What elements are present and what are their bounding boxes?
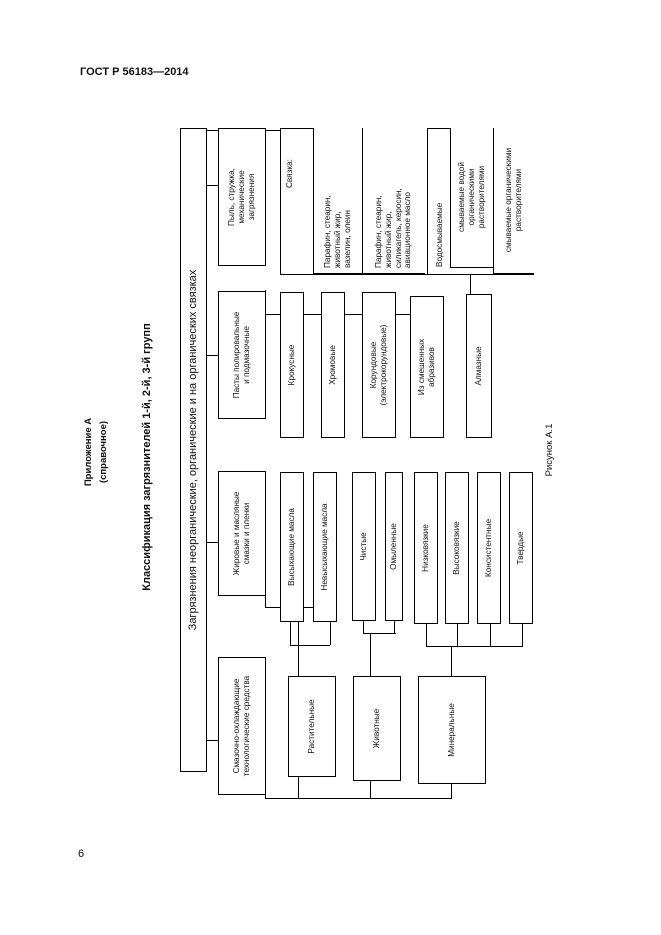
fat-saponified-label: Омыленные <box>389 523 399 570</box>
lubricant-vegetable <box>288 676 336 777</box>
appendix-heading <box>81 412 115 492</box>
fat-low-viscous-label: Низковязкие <box>421 524 431 572</box>
connector <box>370 633 371 676</box>
connector <box>363 633 396 634</box>
binder-paraffin-1-label: Парафин, стеарин, животный жир, вазелин, олеин <box>323 195 352 268</box>
category-dust-label: Пыль, стружка, механические загрязнения <box>227 168 256 226</box>
connector <box>206 355 218 356</box>
fat-consistent-label: Консистентные <box>484 518 494 578</box>
connector <box>451 646 452 676</box>
category-fats <box>218 471 266 596</box>
paste-chrome-label: Хромовые <box>328 345 338 385</box>
paste-mixed-abrasives <box>410 296 444 438</box>
fat-pure <box>352 472 376 621</box>
wash-water-label: Водосмываемые <box>435 202 445 267</box>
category-dust <box>218 128 266 266</box>
fat-drying-oils <box>280 472 304 622</box>
washability-box <box>427 128 534 275</box>
binder-paraffin-2 <box>362 128 425 274</box>
paste-corundum-label: Корундовые (электрокорундовые) <box>369 324 388 406</box>
connector <box>290 621 291 645</box>
fat-saponified <box>385 472 403 621</box>
connector <box>290 645 330 646</box>
connector <box>206 740 218 741</box>
lubricant-vegetable-label: Растительные <box>307 699 317 754</box>
connector <box>426 623 427 646</box>
figure-caption-wrap <box>543 410 557 490</box>
fat-consistent <box>477 472 501 624</box>
appendix-title: Приложение А <box>83 417 94 487</box>
connector <box>265 595 266 607</box>
figure-title-wrap <box>138 292 156 622</box>
fat-high-viscous <box>445 472 469 624</box>
category-pastes <box>218 291 266 419</box>
connector <box>451 783 452 798</box>
fat-drying-oils-label: Высыхающие масла <box>287 508 297 586</box>
connector <box>265 798 452 799</box>
paste-crocus <box>280 292 304 438</box>
wash-water-organic-label: смываемые водой органическими растворителями <box>457 162 486 232</box>
connector <box>394 620 395 633</box>
fat-non-drying-oils <box>313 472 337 622</box>
category-lubricants-label: Смазочно-охлаждающие технологические средства <box>232 675 251 777</box>
fat-solid-label: Твердые <box>516 531 526 565</box>
category-lubricants <box>218 657 266 795</box>
wash-organic <box>493 128 534 274</box>
page-number: 6 <box>78 848 85 860</box>
wash-water-organic <box>450 128 494 268</box>
standard-number: ГОСТ Р 56183—2014 <box>80 66 189 78</box>
connector <box>490 623 491 646</box>
connector <box>298 776 299 798</box>
connector <box>426 646 523 647</box>
connector <box>522 623 523 646</box>
lubricant-mineral-label: Минеральные <box>447 703 457 757</box>
binders-label: Связка: <box>285 159 294 188</box>
lubricant-mineral <box>418 676 486 784</box>
binders-box <box>280 128 425 275</box>
root-label: Загрязнения неорганические, органические и на органических связках <box>186 269 199 631</box>
paste-mixed-abrasives-label: Из смешенных абразивов <box>417 338 436 396</box>
fat-high-viscous-label: Высоковязкие <box>452 521 462 575</box>
connector <box>470 274 471 294</box>
connector <box>457 623 458 646</box>
binder-paraffin-2-label: Парафин, стеарин, животный жир, силикагель, керосин, авиационное масло <box>373 188 413 268</box>
fat-pure-label: Чистые <box>359 532 369 561</box>
connector <box>370 780 371 798</box>
wash-organic-label: смываемые органическими растворителями <box>503 147 523 253</box>
figure-title: Классификация загрязнителей 1-й, 2-й, 3-й групп <box>141 323 153 591</box>
category-pastes-label: Пасты полировальные и подмазочные <box>232 311 251 399</box>
category-fats-label: Жировые и масляные смазки и пленки <box>232 491 251 576</box>
paste-corundum <box>362 292 396 438</box>
root-box <box>180 128 207 772</box>
connector <box>206 185 218 186</box>
fat-solid <box>509 472 533 624</box>
paste-crocus-label: Крокусные <box>287 344 297 386</box>
fat-low-viscous <box>414 472 438 624</box>
figure-caption: Рисунок А.1 <box>544 423 555 477</box>
binder-paraffin-1 <box>313 128 363 274</box>
lubricant-animal <box>353 676 401 781</box>
lubricant-animal-label: Животные <box>372 708 382 749</box>
appendix-subtitle: (справочное) <box>98 420 109 484</box>
paste-diamond <box>466 294 492 438</box>
fat-non-drying-oils-label: Невысыхающие масла <box>320 503 330 591</box>
paste-diamond-label: Алмазные <box>474 346 484 386</box>
connector <box>330 621 331 645</box>
paste-chrome <box>321 292 345 438</box>
connector <box>363 620 364 633</box>
connector <box>206 542 218 543</box>
